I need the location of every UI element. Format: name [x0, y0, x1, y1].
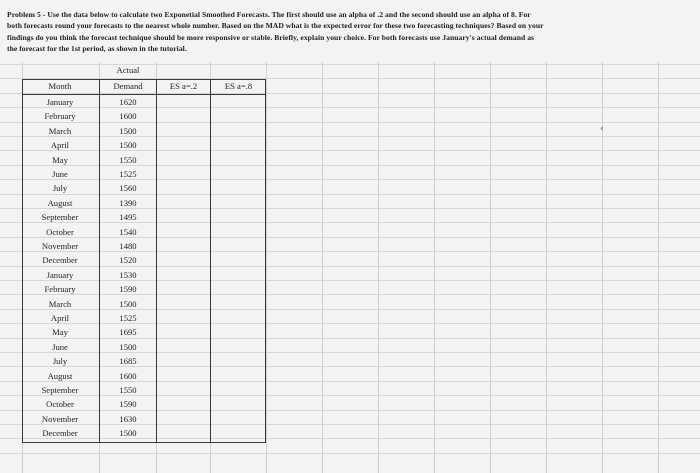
month-cell[interactable]: December — [42, 428, 78, 439]
grid-column-line — [658, 62, 659, 473]
demand-cell[interactable]: 1480 — [119, 241, 137, 251]
demand-cell[interactable]: 1590 — [119, 399, 137, 410]
month-cell[interactable]: April — [50, 140, 70, 151]
demand-cell[interactable]: 1685 — [119, 356, 137, 367]
month-cell[interactable]: March — [48, 298, 72, 309]
grid-row-line — [0, 453, 700, 454]
demand-cell[interactable]: 1495 — [119, 212, 137, 223]
demand-cell[interactable]: 1390 — [119, 197, 137, 208]
demand-cell[interactable]: 1620 — [119, 97, 137, 107]
demand-cell[interactable]: 1600 — [119, 370, 137, 381]
month-cell[interactable]: February — [44, 284, 76, 295]
problem-line: both forecasts round your forecasts to the nearest whole number. Based on the MAD what is the expected error for these two forecasting techniques? Based on your — [7, 21, 544, 31]
month-cell[interactable]: August — [47, 370, 73, 381]
demand-cell[interactable]: 1525 — [119, 169, 137, 179]
month-cell[interactable]: September — [41, 385, 79, 395]
demand-cell[interactable]: 1530 — [119, 269, 137, 280]
header-month: Month — [48, 81, 72, 91]
month-cell[interactable]: June — [52, 341, 68, 352]
header-demand: Demand — [113, 81, 143, 91]
month-cell[interactable]: May — [52, 327, 68, 338]
month-cell[interactable]: October — [46, 399, 74, 410]
mouse-cursor-icon: ‹ — [600, 124, 604, 134]
header-actual: Actual — [116, 65, 140, 75]
month-cell[interactable]: June — [52, 169, 68, 179]
month-cell[interactable]: April — [50, 313, 70, 323]
grid-column-line — [490, 62, 491, 473]
month-cell[interactable]: March — [48, 125, 72, 136]
grid-column-line — [434, 62, 435, 473]
column-border — [156, 79, 157, 443]
demand-cell[interactable]: 1500 — [119, 298, 137, 309]
month-cell[interactable]: November — [41, 413, 79, 424]
month-cell[interactable]: November — [41, 241, 79, 251]
demand-cell[interactable]: 1520 — [119, 255, 137, 266]
month-cell[interactable]: July — [52, 183, 68, 194]
month-cell[interactable]: December — [42, 255, 78, 266]
month-cell[interactable]: February — [44, 111, 76, 122]
grid-column-line — [266, 62, 267, 473]
header-es-alpha-08: ES a=.8 — [224, 81, 253, 91]
demand-cell[interactable]: 1630 — [119, 413, 137, 424]
month-cell[interactable]: July — [52, 356, 68, 367]
demand-cell[interactable]: 1500 — [119, 125, 137, 136]
demand-cell[interactable]: 1560 — [119, 183, 137, 194]
month-cell[interactable]: January — [46, 269, 74, 280]
demand-cell[interactable]: 1500 — [119, 428, 137, 439]
month-cell[interactable]: October — [46, 226, 74, 237]
demand-cell[interactable]: 1590 — [119, 284, 137, 295]
grid-column-line — [322, 62, 323, 473]
demand-cell[interactable]: 1540 — [119, 226, 137, 237]
problem-line: the forecast for the 1st period, as shown in the tutorial. — [7, 44, 187, 54]
grid-column-line — [546, 62, 547, 473]
column-border — [210, 79, 211, 443]
demand-cell[interactable]: 1500 — [119, 341, 137, 352]
grid-column-line — [378, 62, 379, 473]
month-cell[interactable]: August — [47, 197, 73, 208]
demand-cell[interactable]: 1600 — [119, 111, 137, 122]
month-cell[interactable]: September — [41, 212, 79, 223]
problem-line: Problem 5 - Use the data below to calculate two Exponetial Smoothed Forecasts. The first should use an alpha of .2 and the second should use an alpha of 8. For — [7, 10, 531, 19]
demand-cell[interactable]: 1525 — [119, 313, 137, 323]
month-cell[interactable]: May — [52, 154, 68, 165]
problem-line: findings do you think the forecast technique should be more responsive or stable. Briefly, explain your choice. For both forecasts use January's actual demand as — [7, 32, 535, 42]
demand-cell[interactable]: 1550 — [119, 385, 137, 395]
month-cell[interactable]: January — [46, 97, 74, 107]
header-es-alpha-02: ES a=.2 — [169, 81, 198, 91]
header-border — [22, 94, 266, 95]
demand-cell[interactable]: 1550 — [119, 154, 137, 165]
problem-statement — [7, 9, 693, 55]
column-border — [99, 79, 100, 443]
demand-cell[interactable]: 1695 — [119, 327, 137, 338]
demand-cell[interactable]: 1500 — [119, 140, 137, 151]
